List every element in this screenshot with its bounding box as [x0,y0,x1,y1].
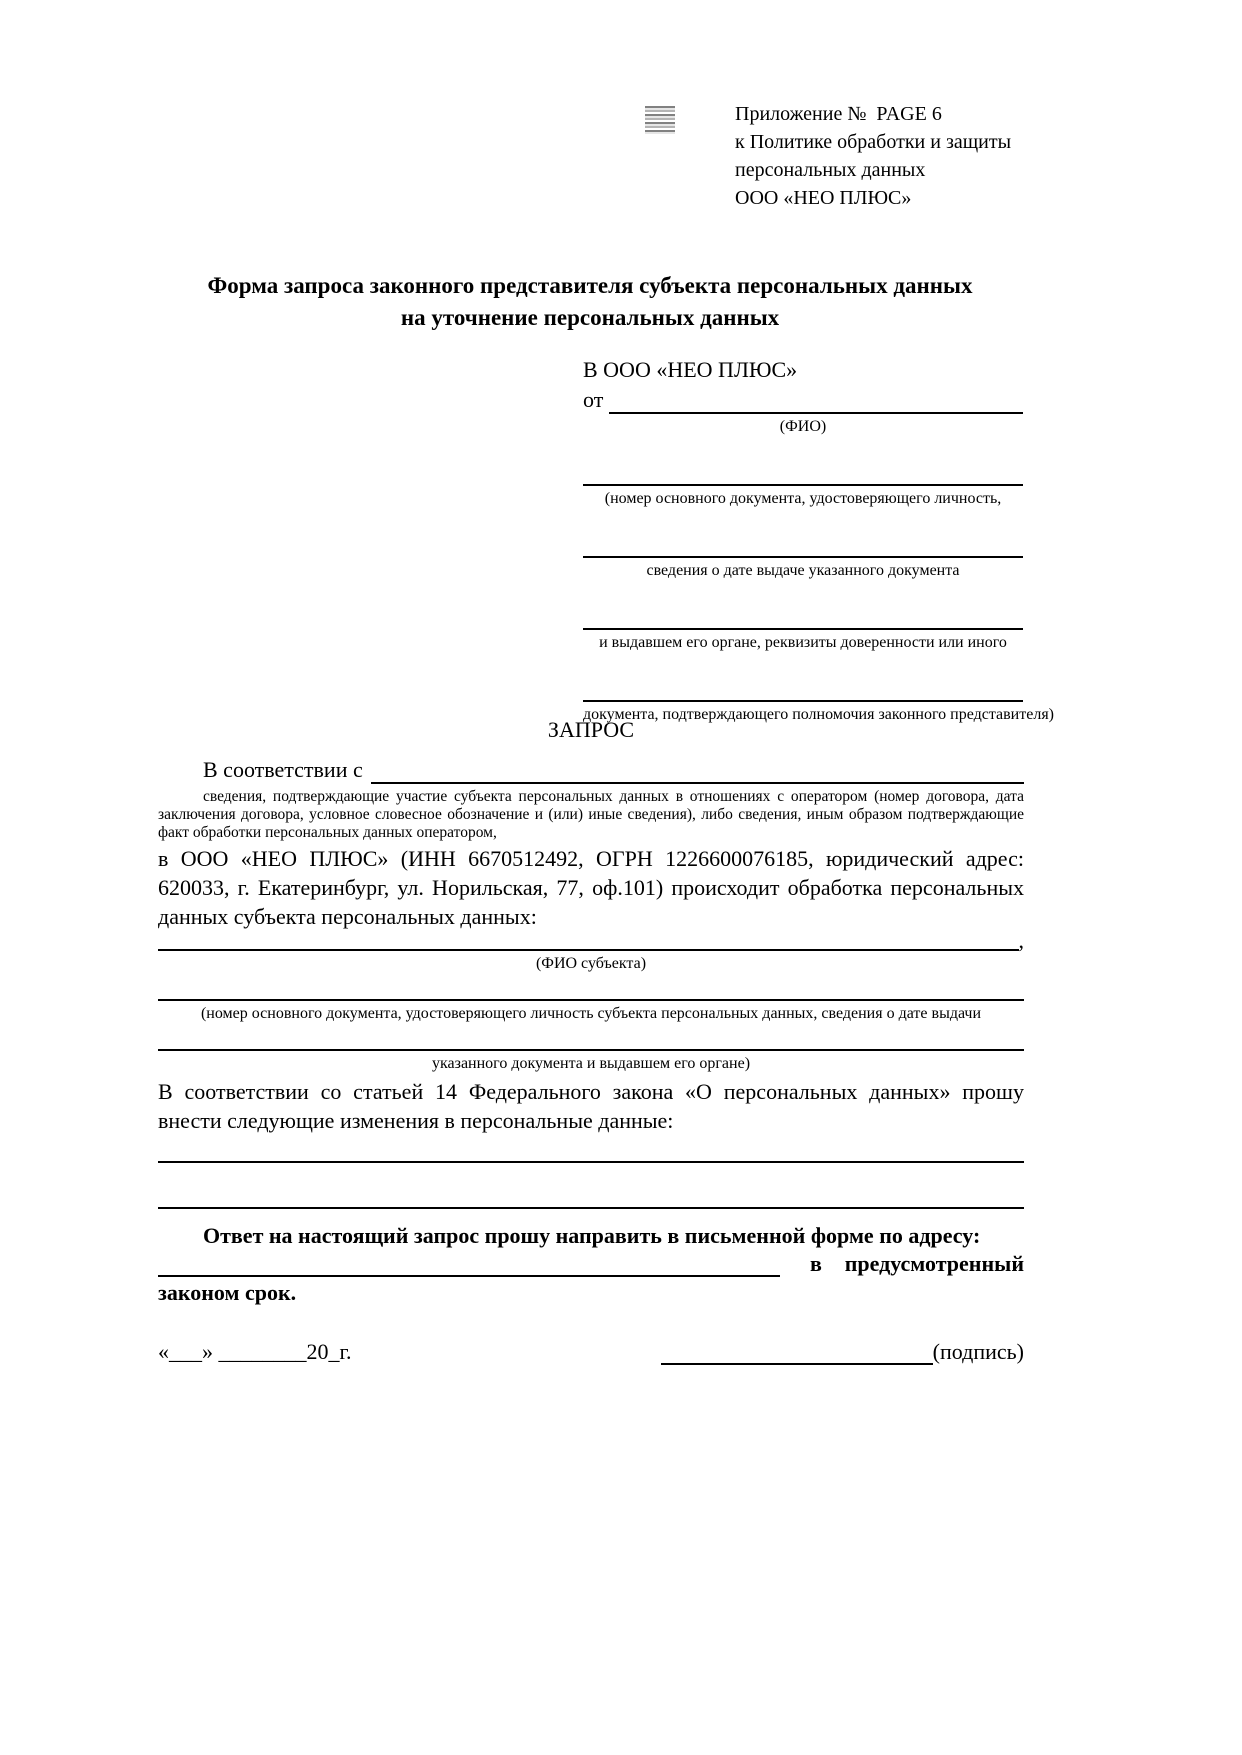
representative-doc-caption-3: и выдавшем его органе, реквизиты доверенности или иного [599,634,1007,651]
subject-fio-row [158,928,1024,953]
form-title [130,270,1050,334]
addressee-to: В ООО «НЕО ПЛЮС» [583,357,798,382]
form-title-line2: на уточнение персональных данных [400,305,780,330]
subject-doc-caption-1: (номер основного документа, удостоверяющего личность субъекта персональных данных, сведения о дате выдачи [200,1005,982,1022]
fio-caption: (ФИО) [779,418,827,435]
answer-sentence-tail [780,1251,1024,1277]
subject-line-suffix: , [1018,928,1024,953]
request-heading: ЗАПРОС [547,717,635,742]
date-signature-row [158,1339,1024,1365]
signature-fill-line[interactable] [661,1341,933,1365]
answer-word-predusmotrennyj: предусмотренный [844,1251,1024,1276]
appendix-header-line: ООО «НЕО ПЛЮС» [735,187,912,209]
law-paragraph: В соответствии со статьей 14 Федерального закона «О персональных данных» прошу внести следующие изменения в персональные данные: [158,1079,1024,1133]
subject-doc-fill-line-2[interactable] [158,1023,1024,1051]
operator-paragraph: в ООО «НЕО ПЛЮС» (ИНН 6670512492, ОГРН 1226600076185, юридический адрес: 620033, г. Екатеринбург, ул. Норильская, 77, оф.101) происходит обработка персональных данных субъекта персональных данных: [158,846,1024,929]
appendix-header-line: персональных данных [735,159,926,181]
answer-sentence-line2 [158,1251,1024,1277]
intro-prefix: В соответствии с [203,757,363,782]
appendix-header-line: Приложение № PAGE 6 [735,103,942,125]
basis-fill-line[interactable] [371,756,1024,784]
request-body [158,716,1024,1365]
appendix-header [735,100,1011,212]
representative-name-fill-line[interactable] [609,386,1023,414]
subject-doc-caption-2: указанного документа и выдавшем его органе) [431,1055,751,1072]
subject-doc-fill-line-1[interactable] [158,973,1024,1001]
appendix-header-line: к Политике обработки и защиты [735,131,1012,153]
changes-fill-line-1[interactable] [158,1135,1024,1163]
intro-row [158,756,1024,784]
representative-doc-fill-line-3[interactable] [583,602,1023,630]
addressee-block [583,356,1054,724]
representative-doc-caption-2: сведения о дате выдаче указанного документа [646,562,960,579]
date-fill-line[interactable]: «___» ________20_г. [158,1339,352,1364]
representative-doc-fill-line-4[interactable] [583,674,1023,702]
representative-doc-caption-1: (номер основного документа, удостоверяющего личность, [604,490,1002,507]
answer-address-fill-line[interactable] [158,1253,780,1277]
fine-print-note: сведения, подтверждающие участие субъекта персональных данных в отношениях с оператором (номер договора, дата заключения договора, условное словесное обозначение и (или) иные сведения), либо сведения, иным образом подтверждающие факт обработки персональных данных оператором, [158,788,1024,841]
subject-fio-fill-line[interactable] [158,935,1019,951]
from-row [583,386,1023,414]
from-label: от [583,387,604,412]
changes-fill-line-2[interactable] [158,1163,1024,1209]
answer-sentence-line1: Ответ на настоящий запрос прошу направить в письменной форме по адресу: [203,1223,981,1248]
representative-doc-fill-line-1[interactable] [583,458,1023,486]
form-title-line1: Форма запроса законного представителя субъекта персональных данных [207,273,973,298]
field-code-smudge-icon [645,106,675,134]
representative-doc-fill-line-2[interactable] [583,530,1023,558]
answer-sentence-line3: законом срок. [158,1280,297,1305]
signature-caption: (подпись) [932,1339,1024,1364]
answer-word-v: в [810,1251,822,1276]
representative-doc-caption-4: документа, подтверждающего полномочия законного представителя) [583,706,1054,723]
subject-fio-caption: (ФИО субъекта) [535,955,647,972]
